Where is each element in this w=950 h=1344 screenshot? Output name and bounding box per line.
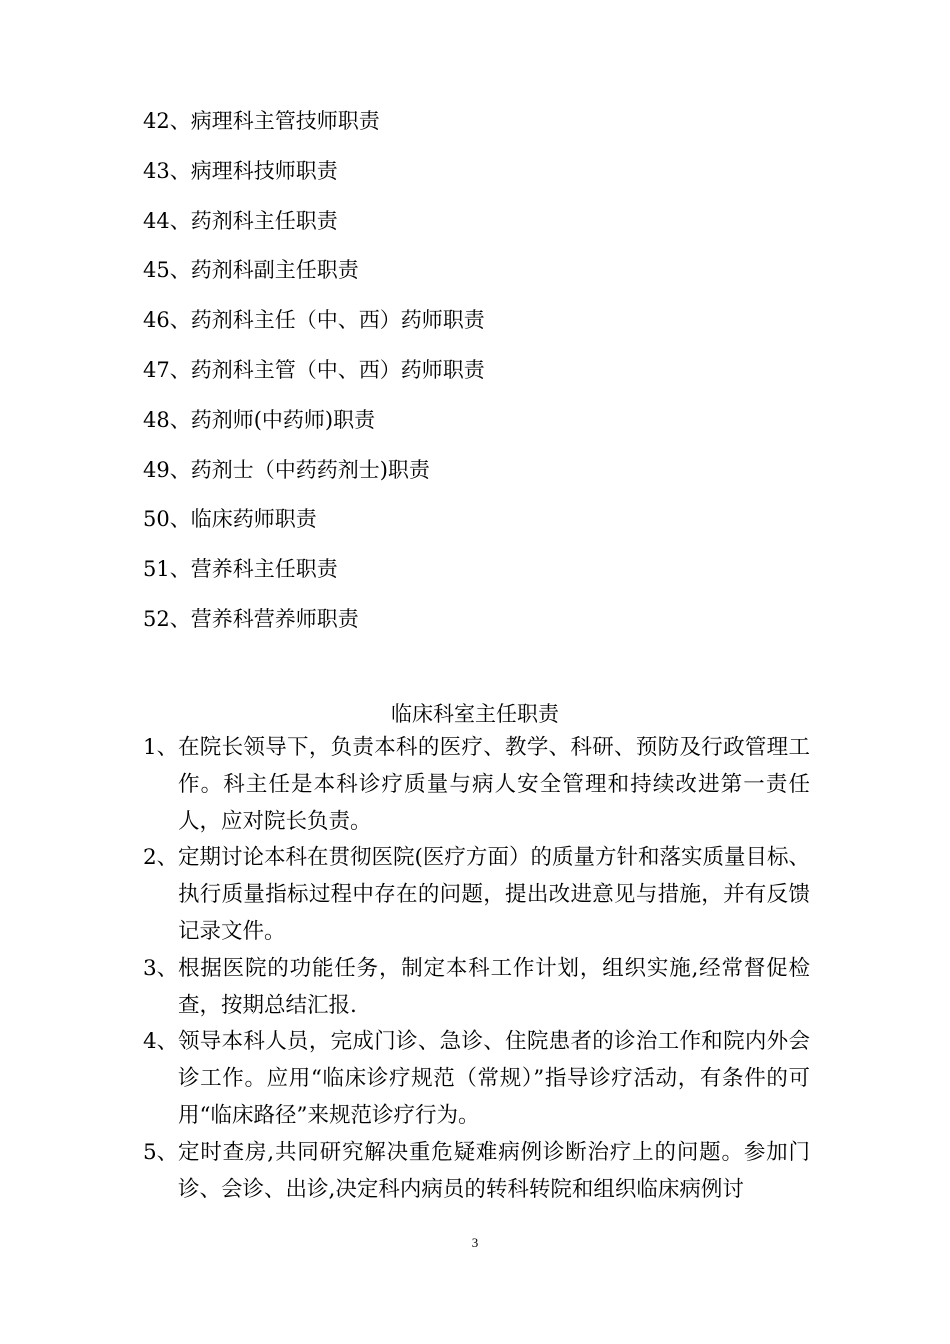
toc-item: 52、营养科营养师职责 — [143, 606, 359, 631]
duty-item — [143, 730, 810, 840]
toc-item: 44、药剂科主任职责 — [143, 208, 338, 233]
toc-item: 46、药剂科主任（中、西）药师职责 — [143, 308, 485, 333]
toc-item: 47、药剂科主管（中、西）药师职责 — [143, 357, 485, 382]
duty-number: 2、 — [143, 845, 179, 871]
duty-text: 定时查房,共同研究解决重危疑难病例诊断治疗上的问题。参加门诊、会诊、出诊,决定科内病员的转科转院和组织临床病例讨 — [178, 1139, 810, 1202]
duty-item — [143, 840, 810, 950]
toc-item: 43、病理科技师职责 — [143, 158, 338, 183]
duty-item — [143, 1135, 810, 1209]
duty-list — [143, 730, 810, 1208]
duty-text: 根据医院的功能任务，制定本科工作计划，组织实施,经常督促检查，按期总结汇报. — [178, 955, 810, 1018]
duty-number: 1、 — [143, 735, 179, 760]
section-title: 临床科室主任职责 — [391, 702, 559, 726]
duty-number: 4、 — [143, 1029, 179, 1055]
toc-item: 48、药剂师(中药师)职责 — [143, 407, 376, 432]
duty-item — [143, 951, 810, 1025]
duty-text: 在院长领导下，负责本科的医疗、教学、科研、预防及行政管理工作。科主任是本科诊疗质量与病人安全管理和持续改进第一责任人，应对院长负责。 — [178, 735, 810, 834]
toc-item: 50、临床药师职责 — [143, 507, 317, 532]
duty-number: 5、 — [143, 1139, 179, 1165]
duty-item — [143, 1024, 810, 1134]
toc-list — [143, 104, 843, 652]
toc-item: 49、药剂士（中药药剂士)职责 — [143, 457, 430, 482]
duty-text: 领导本科人员，完成门诊、急诊、住院患者的诊治工作和院内外会诊工作。应用“临床诊疗规范（常规）”指导诊疗活动，有条件的可用“临床路径”来规范诊疗行为。 — [178, 1029, 810, 1128]
toc-item: 42、病理科主管技师职责 — [143, 109, 380, 133]
toc-item: 45、药剂科副主任职责 — [143, 258, 359, 283]
duty-number: 3、 — [143, 955, 179, 981]
toc-item: 51、营养科主任职责 — [143, 557, 338, 582]
page-number: 3 — [471, 1235, 479, 1250]
duty-text: 定期讨论本科在贯彻医院(医疗方面）的质量方针和落实质量目标、执行质量指标过程中存在的问题，提出改进意见与措施，并有反馈记录文件。 — [178, 845, 810, 944]
